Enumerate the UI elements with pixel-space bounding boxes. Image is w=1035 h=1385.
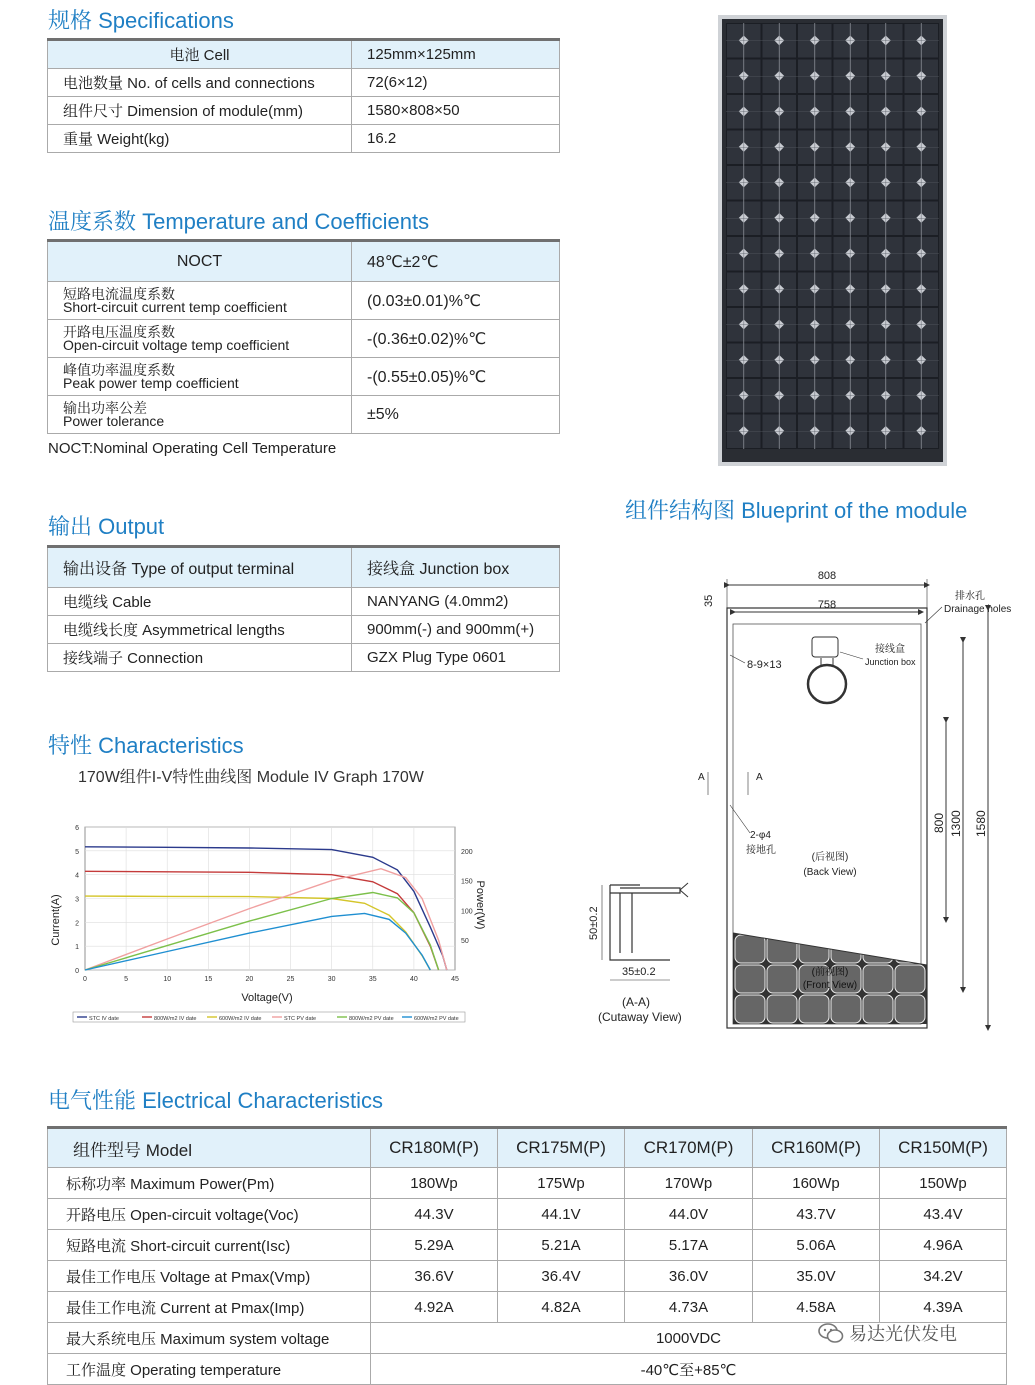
cutaway-label-1: (A-A) (622, 995, 650, 1009)
spec-title: 规格 Specifications (48, 8, 234, 33)
characteristics-title: 特性 Characteristics (48, 733, 244, 758)
chart-y2tick-label: 100 (461, 908, 473, 916)
chart-xtick-label: 45 (451, 976, 459, 983)
chart-legend-entry: 600W/m2 IV date (219, 1016, 262, 1022)
chart-legend-entry: STC IV date (89, 1016, 119, 1022)
spec-weight-label: 重量 Weight(kg) (48, 125, 352, 153)
chart-ytick-label: 3 (75, 896, 79, 904)
isc-cr175: 5.21A (498, 1230, 625, 1261)
operating-temp-value: -40℃至+85℃ (371, 1354, 1007, 1385)
chart-y2tick-label: 150 (461, 878, 473, 886)
chart-xtick-label: 25 (286, 976, 295, 983)
voc-cr150: 43.4V (880, 1199, 1007, 1230)
module-photo (718, 15, 947, 466)
back-view-cn: (后视图) (811, 852, 849, 863)
drain-label-cn: 排水孔 (955, 591, 985, 602)
elec-header-cr175: CR175M(P) (498, 1128, 625, 1168)
chart-xtick-label: 15 (204, 976, 213, 983)
chart-y2label: Power(W) (474, 880, 486, 930)
chart-ytick-label: 2 (75, 920, 79, 928)
electrical-table (47, 1126, 1007, 1385)
cable-value: NANYANG (4.0mm2) (352, 588, 560, 616)
dim-width-808: 808 (817, 570, 837, 582)
isc-row-label: 短路电流 Short-circuit current(Isc) (48, 1230, 371, 1261)
chart-xtick-label: 40 (409, 976, 418, 983)
drain-label-en: Drainage holes (944, 604, 1012, 615)
cutaway-flange: 35±0.2 (622, 966, 656, 978)
chart-ytick-label: 5 (75, 848, 79, 856)
characteristics-subtitle: 170W组件I-V特性曲线图 Module IV Graph 170W (78, 769, 424, 786)
dim-800: 800 (932, 812, 946, 833)
chart-series-line (85, 913, 430, 970)
chart-ylabel: Current(A) (50, 894, 62, 946)
noct-value: 48℃±2℃ (352, 241, 560, 282)
elec-header-model: 组件型号 Model (48, 1128, 371, 1168)
spec-dimension-label: 组件尺寸 Dimension of module(mm) (48, 97, 352, 125)
ground-label-cn: 接地孔 (746, 845, 776, 856)
tolerance-label: 输出功率公差 Power tolerance (48, 396, 352, 434)
pmax-coeff-label: 峰值功率温度系数 Peak power temp coefficient (48, 358, 352, 396)
output-title: 输出 Output (48, 514, 165, 539)
vmp-cr180: 36.6V (371, 1261, 498, 1292)
connection-value: GZX Plug Type 0601 (352, 644, 560, 672)
dim-35: 35 (703, 594, 715, 607)
holes-label: 8-9×13 (747, 659, 782, 671)
isc-cr180: 5.29A (371, 1230, 498, 1261)
chart-series-line (85, 847, 447, 970)
elec-header-cr180: CR180M(P) (371, 1128, 498, 1168)
section-a-right: A (756, 772, 763, 783)
pmax-cr175: 175Wp (498, 1168, 625, 1199)
chart-xtick-label: 35 (368, 976, 377, 983)
chart-legend-entry: 600W/m2 PV date (414, 1016, 459, 1022)
isc-cr150: 4.96A (880, 1230, 1007, 1261)
chart-series-line (85, 871, 439, 970)
tolerance-value: ±5% (352, 396, 560, 434)
cable-label: 电缆线 Cable (48, 588, 352, 616)
elec-header-cr160: CR160M(P) (753, 1128, 880, 1168)
section-a-left: A (698, 772, 705, 783)
output-table (47, 545, 560, 672)
chart-xtick-label: 0 (83, 976, 87, 983)
spec-cell-value: 125mm×125mm (352, 40, 560, 69)
wechat-icon (818, 1322, 844, 1344)
chart-legend-entry: STC PV date (284, 1016, 317, 1022)
imp-cr160: 4.58A (753, 1292, 880, 1323)
cutaway-depth: 50±0.2 (588, 906, 600, 940)
voc-coeff-label: 开路电压温度系数 Open-circuit voltage temp coefficient (48, 320, 352, 358)
voc-cr160: 43.7V (753, 1199, 880, 1230)
chart-ytick-label: 4 (75, 872, 79, 880)
watermark (818, 1320, 957, 1346)
pmax-row-label: 标称功率 Maximum Power(Pm) (48, 1168, 371, 1199)
chart-y2tick-label: 50 (461, 938, 469, 946)
watermark-text: 易达光伏发电 (849, 1324, 958, 1344)
voc-cr175: 44.1V (498, 1199, 625, 1230)
module-photo-cells (722, 19, 943, 462)
cutaway-label-2: (Cutaway View) (598, 1010, 682, 1024)
terminal-type-label: 输出设备 Type of output terminal (48, 547, 352, 588)
elec-header-cr170: CR170M(P) (625, 1128, 753, 1168)
imp-cr175: 4.82A (498, 1292, 625, 1323)
spec-cells-value: 72(6×12) (352, 69, 560, 97)
imp-cr170: 4.73A (625, 1292, 753, 1323)
noct-note: NOCT:Nominal Operating Cell Temperature (48, 440, 337, 457)
isc-cr160: 5.06A (753, 1230, 880, 1261)
chart-y2tick-label: 200 (461, 848, 473, 856)
max-system-voltage-value: 1000VDC (371, 1323, 1007, 1354)
voc-row-label: 开路电压 Open-circuit voltage(Voc) (48, 1199, 371, 1230)
voc-coeff-value: -(0.36±0.02)%℃ (352, 320, 560, 358)
imp-cr150: 4.39A (880, 1292, 1007, 1323)
pmax-coeff-value: -(0.55±0.05)%℃ (352, 358, 560, 396)
vmp-row-label: 最佳工作电压 Voltage at Pmax(Vmp) (48, 1261, 371, 1292)
dim-1580: 1580 (974, 810, 988, 837)
jbox-label-cn: 接线盒 (875, 644, 905, 655)
vmp-cr175: 36.4V (498, 1261, 625, 1292)
spec-weight-value: 16.2 (352, 125, 560, 153)
spec-cell-label: 电池 Cell (48, 40, 352, 69)
electrical-title: 电气性能 Electrical Characteristics (48, 1088, 383, 1113)
chart-xtick-label: 30 (327, 976, 336, 983)
voc-cr180: 44.3V (371, 1199, 498, 1230)
temp-table (47, 239, 560, 434)
isc-cr170: 5.17A (625, 1230, 753, 1261)
back-view-en: (Back View) (803, 867, 857, 878)
pmax-cr160: 160Wp (753, 1168, 880, 1199)
chart-legend-entry: 800W/m2 PV date (349, 1016, 394, 1022)
isc-coeff-label: 短路电流温度系数 Short-circuit current temp coefficient (48, 282, 352, 320)
chart-xtick-label: 20 (245, 976, 254, 983)
iv-chart (45, 815, 495, 1030)
max-system-voltage-label: 最大系统电压 Maximum system voltage (48, 1323, 371, 1354)
isc-coeff-value: (0.03±0.01)%℃ (352, 282, 560, 320)
imp-cr180: 4.92A (371, 1292, 498, 1323)
vmp-cr160: 35.0V (753, 1261, 880, 1292)
elec-header-cr150: CR150M(P) (880, 1128, 1007, 1168)
vmp-cr170: 36.0V (625, 1261, 753, 1292)
pmax-cr170: 170Wp (625, 1168, 753, 1199)
dim-width-758: 758 (817, 599, 837, 611)
chart-xlabel: Voltage(V) (241, 992, 293, 1004)
jbox-label-en: Junction box (865, 657, 916, 667)
chart-ytick-label: 0 (75, 968, 79, 975)
vmp-cr150: 34.2V (880, 1261, 1007, 1292)
voc-cr170: 44.0V (625, 1199, 753, 1230)
front-view-en: (Front View) (802, 980, 858, 991)
spec-cells-label: 电池数量 No. of cells and connections (48, 69, 352, 97)
operating-temp-label: 工作温度 Operating temperature (48, 1354, 371, 1385)
terminal-type-value: 接线盒 Junction box (352, 547, 560, 588)
imp-row-label: 最佳工作电流 Current at Pmax(Imp) (48, 1292, 371, 1323)
spec-dimension-value: 1580×808×50 (352, 97, 560, 125)
blueprint-drawing (580, 555, 1020, 1035)
connection-label: 接线端子 Connection (48, 644, 352, 672)
noct-label: NOCT (48, 241, 352, 282)
temp-title: 温度系数 Temperature and Coefficients (48, 209, 430, 234)
dim-1300: 1300 (949, 810, 963, 837)
ground-label-n: 2-φ4 (750, 830, 771, 841)
front-view-cn: (前视图) (811, 967, 849, 978)
chart-xtick-label: 5 (124, 976, 129, 983)
chart-ytick-label: 6 (75, 825, 79, 832)
pmax-cr150: 150Wp (880, 1168, 1007, 1199)
chart-legend-entry: 800W/m2 IV date (154, 1016, 197, 1022)
cable-length-value: 900mm(-) and 900mm(+) (352, 616, 560, 644)
blueprint-title: 组件结构图 Blueprint of the module (625, 498, 968, 523)
chart-xtick-label: 10 (163, 976, 172, 983)
pmax-cr180: 180Wp (371, 1168, 498, 1199)
chart-ytick-label: 1 (75, 944, 79, 952)
cable-length-label: 电缆线长度 Asymmetrical lengths (48, 616, 352, 644)
spec-table (47, 38, 560, 153)
